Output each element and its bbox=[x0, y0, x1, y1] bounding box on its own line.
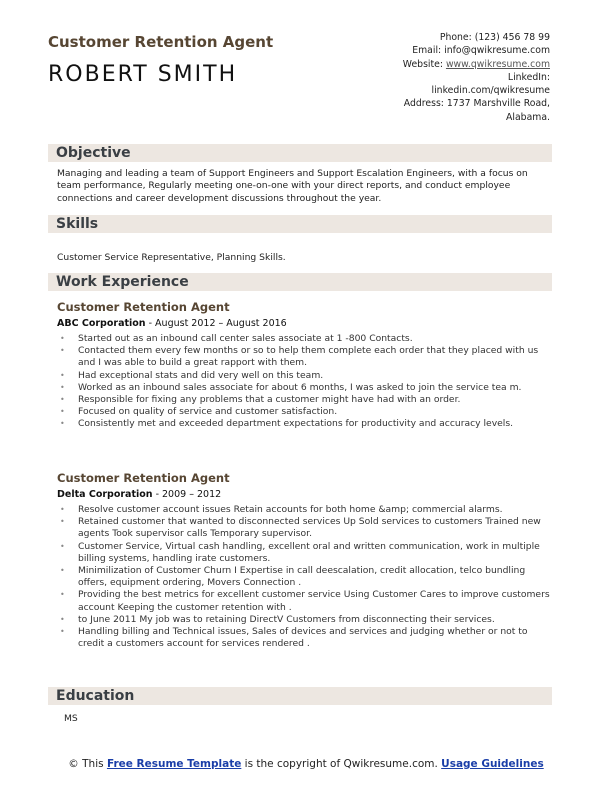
objective-text: Managing and leading a team of Support Engineers and Support Escalation Engineers, with a focus on team performance, Regularly meeting one-on-one with your direct reports, and conduct employee connections and career development discussions throughout the year. bbox=[57, 168, 528, 204]
usage-guidelines-link[interactable]: Usage Guidelines bbox=[441, 758, 544, 770]
footer-copyright: is the copyright of Qwikresume.com. bbox=[241, 758, 442, 770]
list-item: • Had exceptional stats and did very well on this team. bbox=[57, 370, 553, 382]
job-dates: - 2009 – 2012 bbox=[152, 489, 222, 500]
footer bbox=[0, 758, 612, 771]
linkedin: linkedin.com/qwikresume bbox=[431, 85, 550, 97]
list-item: • Responsible for fixing any problems that a customer might have had with an order. bbox=[57, 394, 553, 406]
website-link[interactable]: www.qwikresume.com bbox=[445, 58, 550, 70]
education-text: MS bbox=[64, 713, 78, 724]
company-name: Delta Corporation bbox=[57, 489, 153, 500]
list-item: • Resolve customer account issues Retain accounts for both home &amp; commercial alarms. bbox=[57, 504, 553, 516]
job-company-line bbox=[57, 489, 221, 500]
list-item: • Minimilization of Customer Churn I Expertise in call deescalation, credit allocation, telco bundling offers, equipment ordering, Movers Connection . bbox=[57, 565, 553, 589]
contact-block bbox=[290, 31, 550, 124]
section-heading: Skills bbox=[56, 216, 99, 232]
job-title: Customer Retention Agent bbox=[57, 471, 230, 485]
email: Email: info@qwikresume.com bbox=[412, 45, 550, 57]
list-item: • Providing the best metrics for excellent customer service Using Customer Cares to improve customers account Keeping the customer retention with . bbox=[57, 589, 553, 613]
section-heading: Education bbox=[56, 688, 135, 704]
free-resume-template-link[interactable]: Free Resume Template bbox=[106, 758, 242, 770]
list-item: • Customer Service, Virtual cash handling, excellent oral and written communication, work in multiple billing systems, handling irate customers. bbox=[57, 541, 553, 565]
list-item: • Started out as an inbound call center sales associate at 1 -800 Contacts. bbox=[57, 333, 553, 345]
list-item: • Focused on quality of service and customer satisfaction. bbox=[57, 406, 553, 418]
list-item: • Consistently met and exceeded department expectations for productivity and accuracy levels. bbox=[57, 418, 553, 430]
linkedin-label: LinkedIn: bbox=[507, 71, 550, 83]
list-item: • Handling billing and Technical issues, Sales of devices and services and judging whether or not to credit a customers account for services rendered . bbox=[57, 626, 553, 650]
section-work-experience bbox=[48, 273, 552, 291]
skills-text: Customer Service Representative, Planning Skills. bbox=[57, 252, 286, 263]
candidate-name: ROBERT SMITH bbox=[48, 62, 238, 87]
section-objective bbox=[48, 144, 552, 162]
list-item: • Worked as an inbound sales associate for about 6 months, I was asked to join the service tea m. bbox=[57, 382, 553, 394]
job-bullets bbox=[57, 333, 553, 431]
job-title: Customer Retention Agent bbox=[48, 33, 274, 51]
job-dates: - August 2012 – August 2016 bbox=[145, 318, 287, 329]
job-company-line bbox=[57, 318, 287, 329]
section-skills bbox=[48, 215, 552, 233]
company-name: ABC Corporation bbox=[57, 318, 146, 329]
section-education bbox=[48, 687, 552, 705]
section-heading: Work Experience bbox=[56, 274, 189, 290]
list-item: • to June 2011 My job was to retaining DirectV Customers from disconnecting their services. bbox=[57, 614, 553, 626]
footer-prefix: © This bbox=[68, 758, 107, 770]
address-line2: Alabama. bbox=[506, 111, 550, 123]
section-heading: Objective bbox=[56, 145, 131, 161]
list-item: • Retained customer that wanted to disconnected services Up Sold services to customers Trained new agents Took supervisor calls Temporary supervisor. bbox=[57, 516, 553, 540]
list-item: • Contacted them every few months or so to help them complete each order that they placed with us and I was able to build a great rapport with them. bbox=[57, 345, 553, 369]
job-bullets bbox=[57, 504, 553, 650]
phone: Phone: (123) 456 78 99 bbox=[439, 32, 550, 43]
address: Address: 1737 Marshville Road, bbox=[403, 98, 550, 110]
website-label: Website: bbox=[402, 58, 446, 70]
job-title: Customer Retention Agent bbox=[57, 300, 230, 314]
